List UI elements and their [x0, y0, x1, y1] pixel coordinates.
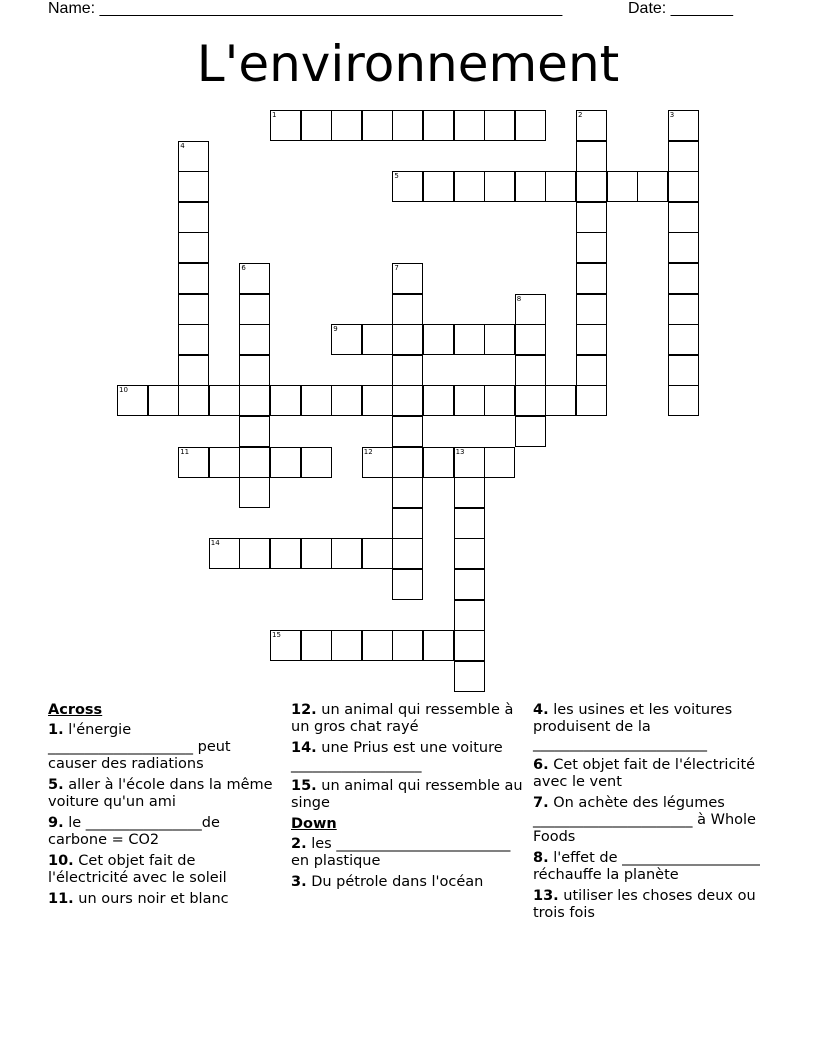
- grid-cell[interactable]: [423, 447, 454, 478]
- grid-cell[interactable]: [668, 171, 699, 202]
- grid-cell[interactable]: [545, 171, 576, 202]
- clue-number: 2: [578, 111, 583, 119]
- grid-cell[interactable]: [423, 171, 454, 202]
- clue-across-15: 15. un animal qui ressemble au singe: [291, 778, 523, 811]
- grid-cell[interactable]: [270, 630, 301, 661]
- grid-cell[interactable]: [576, 324, 607, 355]
- grid-cell[interactable]: [392, 508, 423, 539]
- grid-cell[interactable]: [239, 263, 270, 294]
- grid-cell[interactable]: [331, 324, 362, 355]
- grid-cell[interactable]: [484, 324, 515, 355]
- page-title: L'environnement: [196, 35, 620, 93]
- clue-number: 10: [119, 386, 128, 395]
- grid-cell[interactable]: [423, 385, 454, 416]
- grid-cell[interactable]: [178, 202, 209, 233]
- grid-cell[interactable]: [209, 385, 240, 416]
- grid-cell[interactable]: [454, 600, 485, 631]
- clue-number: 6: [241, 264, 246, 272]
- grid-cell[interactable]: [576, 141, 607, 172]
- grid-cell[interactable]: [576, 232, 607, 263]
- grid-cell[interactable]: [454, 508, 485, 539]
- grid-cell[interactable]: [392, 263, 423, 294]
- clue-across-10: 10. Cet objet fait de l'électricité avec le soleil: [48, 853, 227, 886]
- grid-cell[interactable]: [392, 294, 423, 325]
- grid-cell[interactable]: [454, 569, 485, 600]
- clue-down-7: 7. On achète des légumes ______________________ à Whole Foods: [533, 795, 756, 845]
- grid-cell[interactable]: [362, 385, 393, 416]
- grid-cell[interactable]: [301, 447, 332, 478]
- grid-cell[interactable]: [576, 294, 607, 325]
- clue-number: 4: [180, 141, 185, 150]
- grid-cell[interactable]: [668, 141, 699, 172]
- clue-down-8: 8. l'effet de ___________________ réchauffe la planète: [533, 850, 760, 883]
- grid-cell[interactable]: [239, 385, 270, 416]
- grid-cell[interactable]: [576, 171, 607, 202]
- grid-cell[interactable]: [270, 385, 301, 416]
- grid-cell[interactable]: [362, 447, 393, 478]
- name-field-label: Name: ____________________________________________________: [48, 0, 563, 17]
- grid-cell[interactable]: [515, 110, 546, 141]
- clue-number: 7: [394, 264, 399, 272]
- grid-cell[interactable]: [454, 661, 485, 692]
- clue-across-1: 1. l'énergie ____________________ peut causer des radiations: [48, 722, 231, 772]
- grid-cell[interactable]: [454, 110, 485, 141]
- grid-cell[interactable]: [392, 416, 423, 447]
- grid-cell[interactable]: [484, 447, 515, 478]
- grid-cell[interactable]: [668, 110, 699, 141]
- grid-cell[interactable]: [392, 324, 423, 355]
- clue-number: 3: [669, 111, 675, 119]
- clue-number: 9: [333, 325, 338, 334]
- grid-cell[interactable]: [576, 385, 607, 416]
- clue-number: 14: [210, 539, 220, 548]
- clue-across-14: 14. une Prius est une voiture __________________: [291, 740, 503, 773]
- down-heading: Down: [291, 816, 337, 832]
- grid-cell[interactable]: [178, 141, 209, 172]
- grid-cell[interactable]: [239, 355, 270, 386]
- grid-cell[interactable]: [362, 110, 393, 141]
- grid-cell[interactable]: [454, 630, 485, 661]
- grid-cell[interactable]: [454, 385, 485, 416]
- grid-cell[interactable]: [576, 202, 607, 233]
- grid-cell[interactable]: [270, 447, 301, 478]
- grid-cell[interactable]: [637, 171, 668, 202]
- grid-cell[interactable]: [178, 355, 209, 386]
- grid-cell[interactable]: [392, 171, 423, 202]
- grid-cell[interactable]: [392, 538, 423, 569]
- grid-cell[interactable]: [270, 110, 301, 141]
- grid-cell[interactable]: [239, 416, 270, 447]
- grid-cell[interactable]: [545, 385, 576, 416]
- grid-cell[interactable]: [454, 477, 485, 508]
- grid-cell[interactable]: [484, 171, 515, 202]
- grid-cell[interactable]: [668, 202, 699, 233]
- grid-cell[interactable]: [484, 110, 515, 141]
- grid-cell[interactable]: [178, 294, 209, 325]
- grid-cell[interactable]: [178, 447, 209, 478]
- grid-cell[interactable]: [270, 538, 301, 569]
- grid-cell[interactable]: [515, 385, 546, 416]
- grid-cell[interactable]: [576, 263, 607, 294]
- clues-column-1: [48, 702, 280, 912]
- clue-down-3: 3. Du pétrole dans l'océan: [291, 874, 484, 890]
- grid-cell[interactable]: [331, 385, 362, 416]
- grid-cell[interactable]: [668, 232, 699, 263]
- clue-across-5: 5. aller à l'école dans la même voiture qu'un ami: [48, 777, 273, 810]
- grid-cell[interactable]: [362, 630, 393, 661]
- grid-cell[interactable]: [454, 171, 485, 202]
- grid-cell[interactable]: [392, 447, 423, 478]
- grid-cell[interactable]: [239, 294, 270, 325]
- clue-down-4: 4. les usines et les voitures produisent de la ________________________: [533, 702, 733, 752]
- grid-cell[interactable]: [117, 385, 148, 416]
- grid-cell[interactable]: [239, 447, 270, 478]
- grid-cell[interactable]: [668, 355, 699, 386]
- date-field-label: Date: _______: [628, 0, 733, 17]
- clue-number: 11: [180, 447, 190, 456]
- clue-down-6: 6. Cet objet fait de l'électricité avec le vent: [533, 757, 756, 790]
- clue-number: 8: [516, 294, 522, 303]
- grid-cell[interactable]: [423, 324, 454, 355]
- clues-column-2: [291, 702, 523, 895]
- grid-cell[interactable]: [239, 477, 270, 508]
- clue-down-2: 2. les ________________________ en plastique: [291, 836, 511, 869]
- grid-cell[interactable]: [454, 447, 485, 478]
- grid-cell[interactable]: [178, 324, 209, 355]
- grid-cell[interactable]: [331, 630, 362, 661]
- grid-cell[interactable]: [423, 630, 454, 661]
- grid-cell[interactable]: [301, 110, 332, 141]
- grid-cell[interactable]: [668, 324, 699, 355]
- grid-cell[interactable]: [668, 294, 699, 325]
- clue-number: 12: [363, 447, 373, 456]
- grid-cell[interactable]: [239, 538, 270, 569]
- grid-cell[interactable]: [576, 355, 607, 386]
- grid-cell[interactable]: [209, 447, 240, 478]
- grid-cell[interactable]: [423, 110, 454, 141]
- grid-cell[interactable]: [178, 171, 209, 202]
- grid-cell[interactable]: [576, 110, 607, 141]
- grid-cell[interactable]: [392, 569, 423, 600]
- grid-cell[interactable]: [362, 324, 393, 355]
- clue-number: 1: [272, 111, 277, 119]
- grid-cell[interactable]: [392, 630, 423, 661]
- grid-cell[interactable]: [301, 630, 332, 661]
- grid-cell[interactable]: [454, 538, 485, 569]
- grid-cell[interactable]: [178, 385, 209, 416]
- grid-cell[interactable]: [668, 385, 699, 416]
- across-heading: Across: [48, 702, 103, 718]
- grid-cell[interactable]: [392, 385, 423, 416]
- grid-cell[interactable]: [515, 171, 546, 202]
- grid-cell[interactable]: [178, 232, 209, 263]
- grid-cell[interactable]: [668, 263, 699, 294]
- clue-across-9: 9. le ________________de carbone = CO2: [48, 815, 220, 848]
- clues-column-3: [533, 702, 765, 926]
- grid-cell[interactable]: [209, 538, 240, 569]
- grid-cell[interactable]: [484, 385, 515, 416]
- grid-cell[interactable]: [515, 324, 546, 355]
- grid-cell[interactable]: [148, 385, 179, 416]
- grid-cell[interactable]: [454, 324, 485, 355]
- grid-cell[interactable]: [301, 538, 332, 569]
- clue-number: 15: [272, 631, 281, 640]
- grid-cell[interactable]: [392, 110, 423, 141]
- clue-across-11: 11. un ours noir et blanc: [48, 891, 229, 907]
- clue-across-12: 12. un animal qui ressemble à un gros chat rayé: [291, 702, 514, 735]
- clue-number: 5: [394, 172, 399, 181]
- grid-cell[interactable]: [392, 355, 423, 386]
- grid-cell[interactable]: [331, 110, 362, 141]
- grid-cell[interactable]: [239, 324, 270, 355]
- grid-cell[interactable]: [392, 477, 423, 508]
- grid-cell[interactable]: [331, 538, 362, 569]
- grid-cell[interactable]: [362, 538, 393, 569]
- grid-cell[interactable]: [515, 416, 546, 447]
- grid-cell[interactable]: [515, 355, 546, 386]
- grid-cell[interactable]: [607, 171, 638, 202]
- grid-cell[interactable]: [515, 294, 546, 325]
- grid-cell[interactable]: [178, 263, 209, 294]
- clue-number: 13: [455, 447, 465, 456]
- clue-down-13: 13. utiliser les choses deux ou trois fois: [533, 888, 756, 921]
- grid-cell[interactable]: [301, 385, 332, 416]
